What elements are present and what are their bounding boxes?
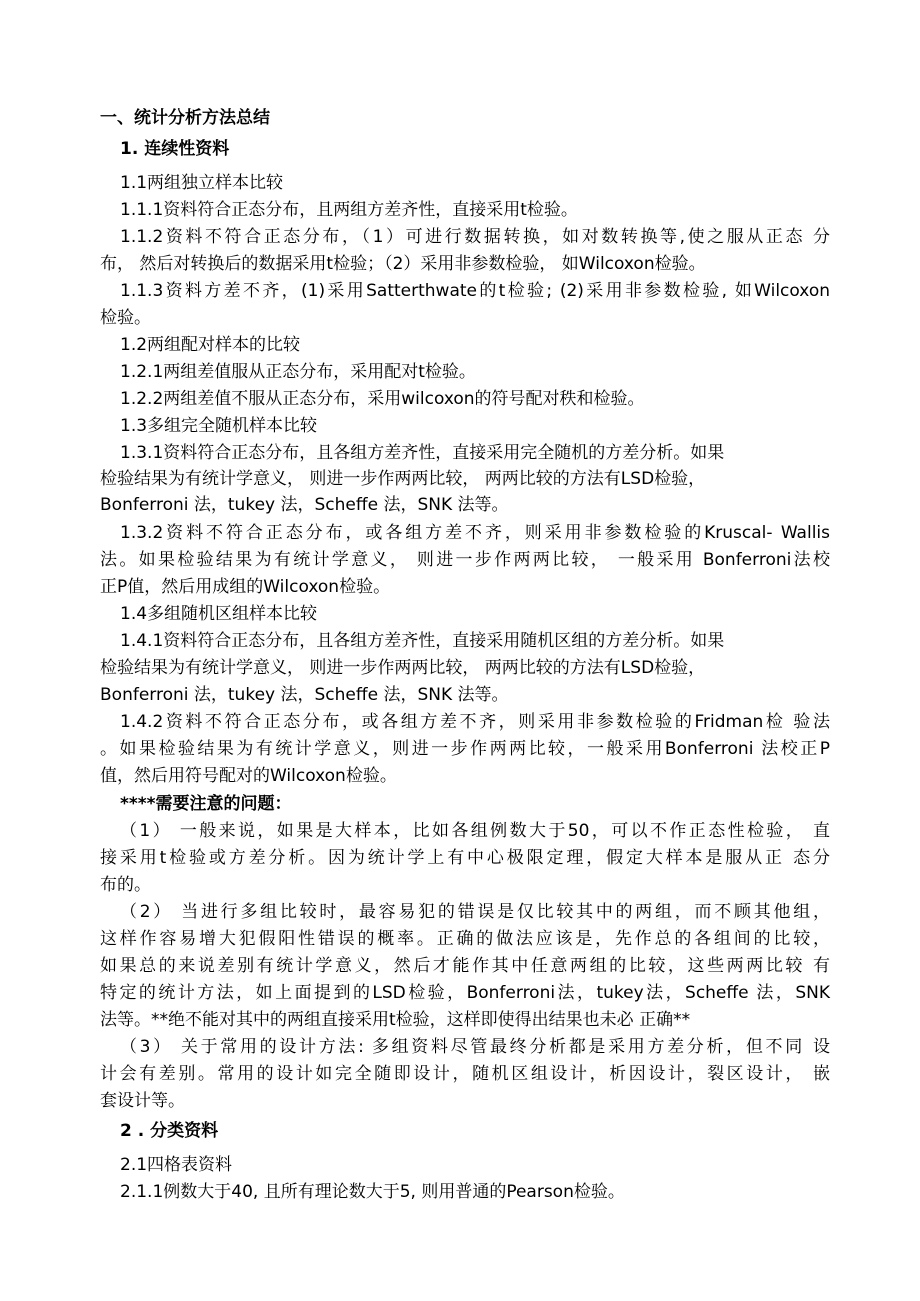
note-2-line: （2） 当进行多组比较时，最容易犯的错误是仅比较其中的两组，而不顾其他组， — [120, 902, 830, 922]
note-1-line: 布的。 — [100, 875, 151, 895]
paragraph-1-4-1-line: 1.4.1资料符合正态分布，且各组方差齐性，直接采用随机区组的方差分析。如果 — [120, 631, 725, 651]
paragraph-1-3-2-line: 法。如果检验结果为有统计学意义， 则进一步作两两比较， 一般采用 Bonferroni法校 — [100, 550, 830, 570]
paragraph-2-1-1: 2.1.1例数大于40, 且所有理论数大于5, 则用普通的Pearson检验。 — [120, 1182, 625, 1202]
note-3-line: （3） 关于常用的设计方法: 多组资料尽管最终分析都是采用方差分析，但不同 设 — [120, 1037, 830, 1057]
paragraph-1-2-2: 1.2.2两组差值不服从正态分布，采用wilcoxon的符号配对秩和检验。 — [120, 389, 645, 409]
paragraph-1-1-3-line: 检验。 — [100, 308, 151, 328]
subsection-1-2-title: 1.2两组配对样本的比较 — [120, 335, 301, 355]
notes-heading: ****需要注意的问题： — [120, 794, 292, 814]
subsection-1-4-title: 1.4多组随机区组样本比较 — [120, 604, 318, 624]
paragraph-1-2-1: 1.2.1两组差值服从正态分布，采用配对t检验。 — [120, 362, 476, 382]
section-title: 一、统计分析方法总结 — [100, 108, 270, 128]
note-3-line: 套设计等。 — [100, 1091, 185, 1111]
paragraph-1-4-1-line: Bonferroni 法，tukey 法，Scheffe 法，SNK 法等。 — [100, 685, 509, 705]
paragraph-1-3-1-line: Bonferroni 法，tukey 法，Scheffe 法，SNK 法等。 — [100, 495, 509, 515]
paragraph-1-1-1: 1.1.1资料符合正态分布，且两组方差齐性，直接采用t检验。 — [120, 200, 578, 220]
paragraph-1-1-2-line: 布， 然后对转换后的数据采用t检验；（2）采用非参数检验， 如Wilcoxon检验。 — [100, 254, 706, 274]
subsection-1-3-title: 1.3多组完全随机样本比较 — [120, 416, 318, 436]
subsection-2-1-title: 2.1四格表资料 — [120, 1155, 233, 1175]
note-2-line: 特定的统计方法，如上面提到的LSD检验，Bonferroni法，tukey法，Scheffe 法，SNK — [100, 983, 830, 1003]
paragraph-1-4-1-line: 检验结果为有统计学意义， 则进一步作两两比较， 两两比较的方法有LSD检验， — [100, 658, 706, 678]
paragraph-1-1-2-line: 1.1.2资料不符合正态分布，（1）可进行数据转换，如对数转换等,使之服从正态 分 — [120, 227, 830, 247]
paragraph-1-4-2-line: 。如果检验结果为有统计学意义，则进一步作两两比较，一般采用Bonferroni 法校正P — [100, 739, 830, 759]
paragraph-1-4-2-line: 1.4.2资料不符合正态分布，或各组方差不齐，则采用非参数检验的Fridman检 验法 — [120, 712, 830, 732]
paragraph-1-3-1-line: 检验结果为有统计学意义， 则进一步作两两比较， 两两比较的方法有LSD检验， — [100, 469, 706, 489]
subsection-1-1-title: 1.1两组独立样本比较 — [120, 173, 284, 193]
paragraph-1-1-3-line: 1.1.3资料方差不齐，(1)采用Satterthwate的t检验; (2)采用非参数检验, 如Wilcoxon — [120, 281, 830, 301]
note-1-line: 接采用t检验或方差分析。因为统计学上有中心极限定理，假定大样本是服从正 态分 — [100, 848, 830, 868]
continuous-data-heading: 1. 连续性资料 — [120, 139, 230, 159]
note-2-line: 如果总的来说差别有统计学意义，然后才能作其中任意两组的比较，这些两两比较 有 — [100, 956, 830, 976]
note-2-line: 法等。**绝不能对其中的两组直接采用t检验，这样即使得出结果也未必 正确** — [100, 1010, 691, 1030]
note-1-line: （1） 一般来说，如果是大样本，比如各组例数大于50，可以不作正态性检验， 直 — [120, 821, 830, 841]
note-2-line: 这样作容易增大犯假阳性错误的概率。正确的做法应该是，先作总的各组间的比较， — [100, 929, 830, 949]
paragraph-1-4-2-line: 值，然后用符号配对的Wilcoxon检验。 — [100, 766, 397, 786]
paragraph-1-3-2-line: 1.3.2资料不符合正态分布，或各组方差不齐，则采用非参数检验的Kruscal- Wallis — [120, 523, 830, 543]
note-3-line: 计会有差别。常用的设计如完全随即设计，随机区组设计，析因设计，裂区设计， 嵌 — [100, 1064, 830, 1084]
paragraph-1-3-1-line: 1.3.1资料符合正态分布，且各组方差齐性，直接采用完全随机的方差分析。如果 — [120, 443, 725, 463]
paragraph-1-3-2-line: 正P值，然后用成组的Wilcoxon检验。 — [100, 577, 391, 597]
categorical-data-heading: 2 . 分类资料 — [120, 1121, 219, 1141]
